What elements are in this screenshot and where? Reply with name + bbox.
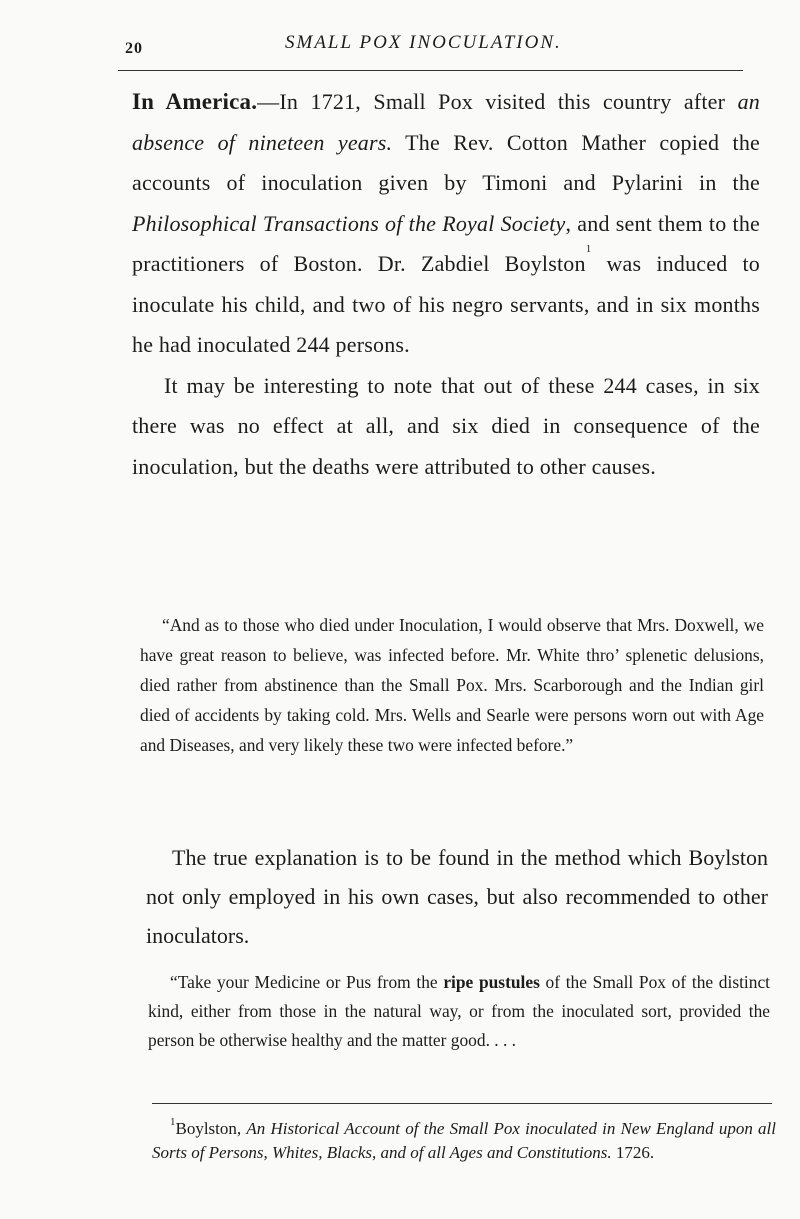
italic-phrase: an absence of nineteen years. bbox=[132, 89, 760, 155]
quote-part: of the Small Pox of the distinct kind, either from those in the natural way, or from the inoculated sort, provided the person be otherwise healthy and the matter good. . . . bbox=[148, 972, 771, 1050]
footnote-book-title: An Historical Account of the Small Pox inoculated in New England upon all Sorts of Persons, Whites, Blacks, and of all Ages and Constitutions. bbox=[152, 1119, 776, 1162]
paragraph-explanation: The true explanation is to be found in the method which Boylston not only employed in his own cases, but also recommended to other inoculators. bbox=[146, 845, 768, 948]
section-lead-in: In America. bbox=[132, 89, 258, 114]
footnote-year: 1726. bbox=[611, 1143, 655, 1162]
page-number: 20 bbox=[125, 40, 143, 57]
paragraph-text: was induced to inoculate his child, and two of his negro servants, and in six months he had inoculated 244 persons. bbox=[132, 251, 760, 357]
running-title: SMALL POX INOCULATION. bbox=[285, 32, 562, 53]
main-text-continued bbox=[146, 838, 768, 955]
quote-text bbox=[148, 968, 770, 1055]
paragraph-in-america bbox=[132, 82, 760, 366]
footnote-rule bbox=[152, 1103, 772, 1104]
footnote-text bbox=[152, 1117, 776, 1165]
page-header bbox=[0, 28, 800, 58]
paragraph-text: —In 1721, Small Pox visited this country after bbox=[257, 89, 738, 114]
quote-text: “And as to those who died under Inoculation, I would observe that Mrs. Doxwell, we have great reason to believe, was infected before. Mr. White thro’ splenetic delusions, died rather from abstinence than the Small Pox. Mrs. Scarborough and the Indian girl died of accidents by taking cold. Mrs. Wells and Searle were persons worn out with Age and Diseases, and very likely these two were infected before.” bbox=[140, 615, 764, 755]
paragraph-244-cases: It may be interesting to note that out of these 244 cases, in six there was no effect at all, and six died in consequence of the inoculation, but the deaths were attributed to other causes. bbox=[132, 372, 760, 479]
header-rule bbox=[118, 70, 743, 71]
bold-phrase: ripe pustules bbox=[443, 972, 540, 992]
footnote-number: 1 bbox=[170, 1116, 176, 1128]
block-quote-deaths bbox=[140, 610, 764, 760]
footnote-author: Boylston, bbox=[175, 1119, 247, 1138]
paragraph-text: , and sent them to the practitioners of Boston. Dr. Zabdiel Boylston bbox=[132, 210, 760, 276]
footnote bbox=[152, 1117, 776, 1165]
footnote-marker: 1 bbox=[585, 243, 592, 255]
main-text bbox=[132, 82, 760, 487]
journal-title: Philosophical Transactions of the Royal Society bbox=[132, 210, 566, 236]
block-quote-method bbox=[148, 968, 770, 1055]
quote-part: “Take your Medicine or Pus from the bbox=[170, 972, 444, 992]
paragraph-text: The Rev. Cotton Mather copied the accounts of inoculation given by Timoni and Pylarini in the bbox=[132, 129, 761, 195]
